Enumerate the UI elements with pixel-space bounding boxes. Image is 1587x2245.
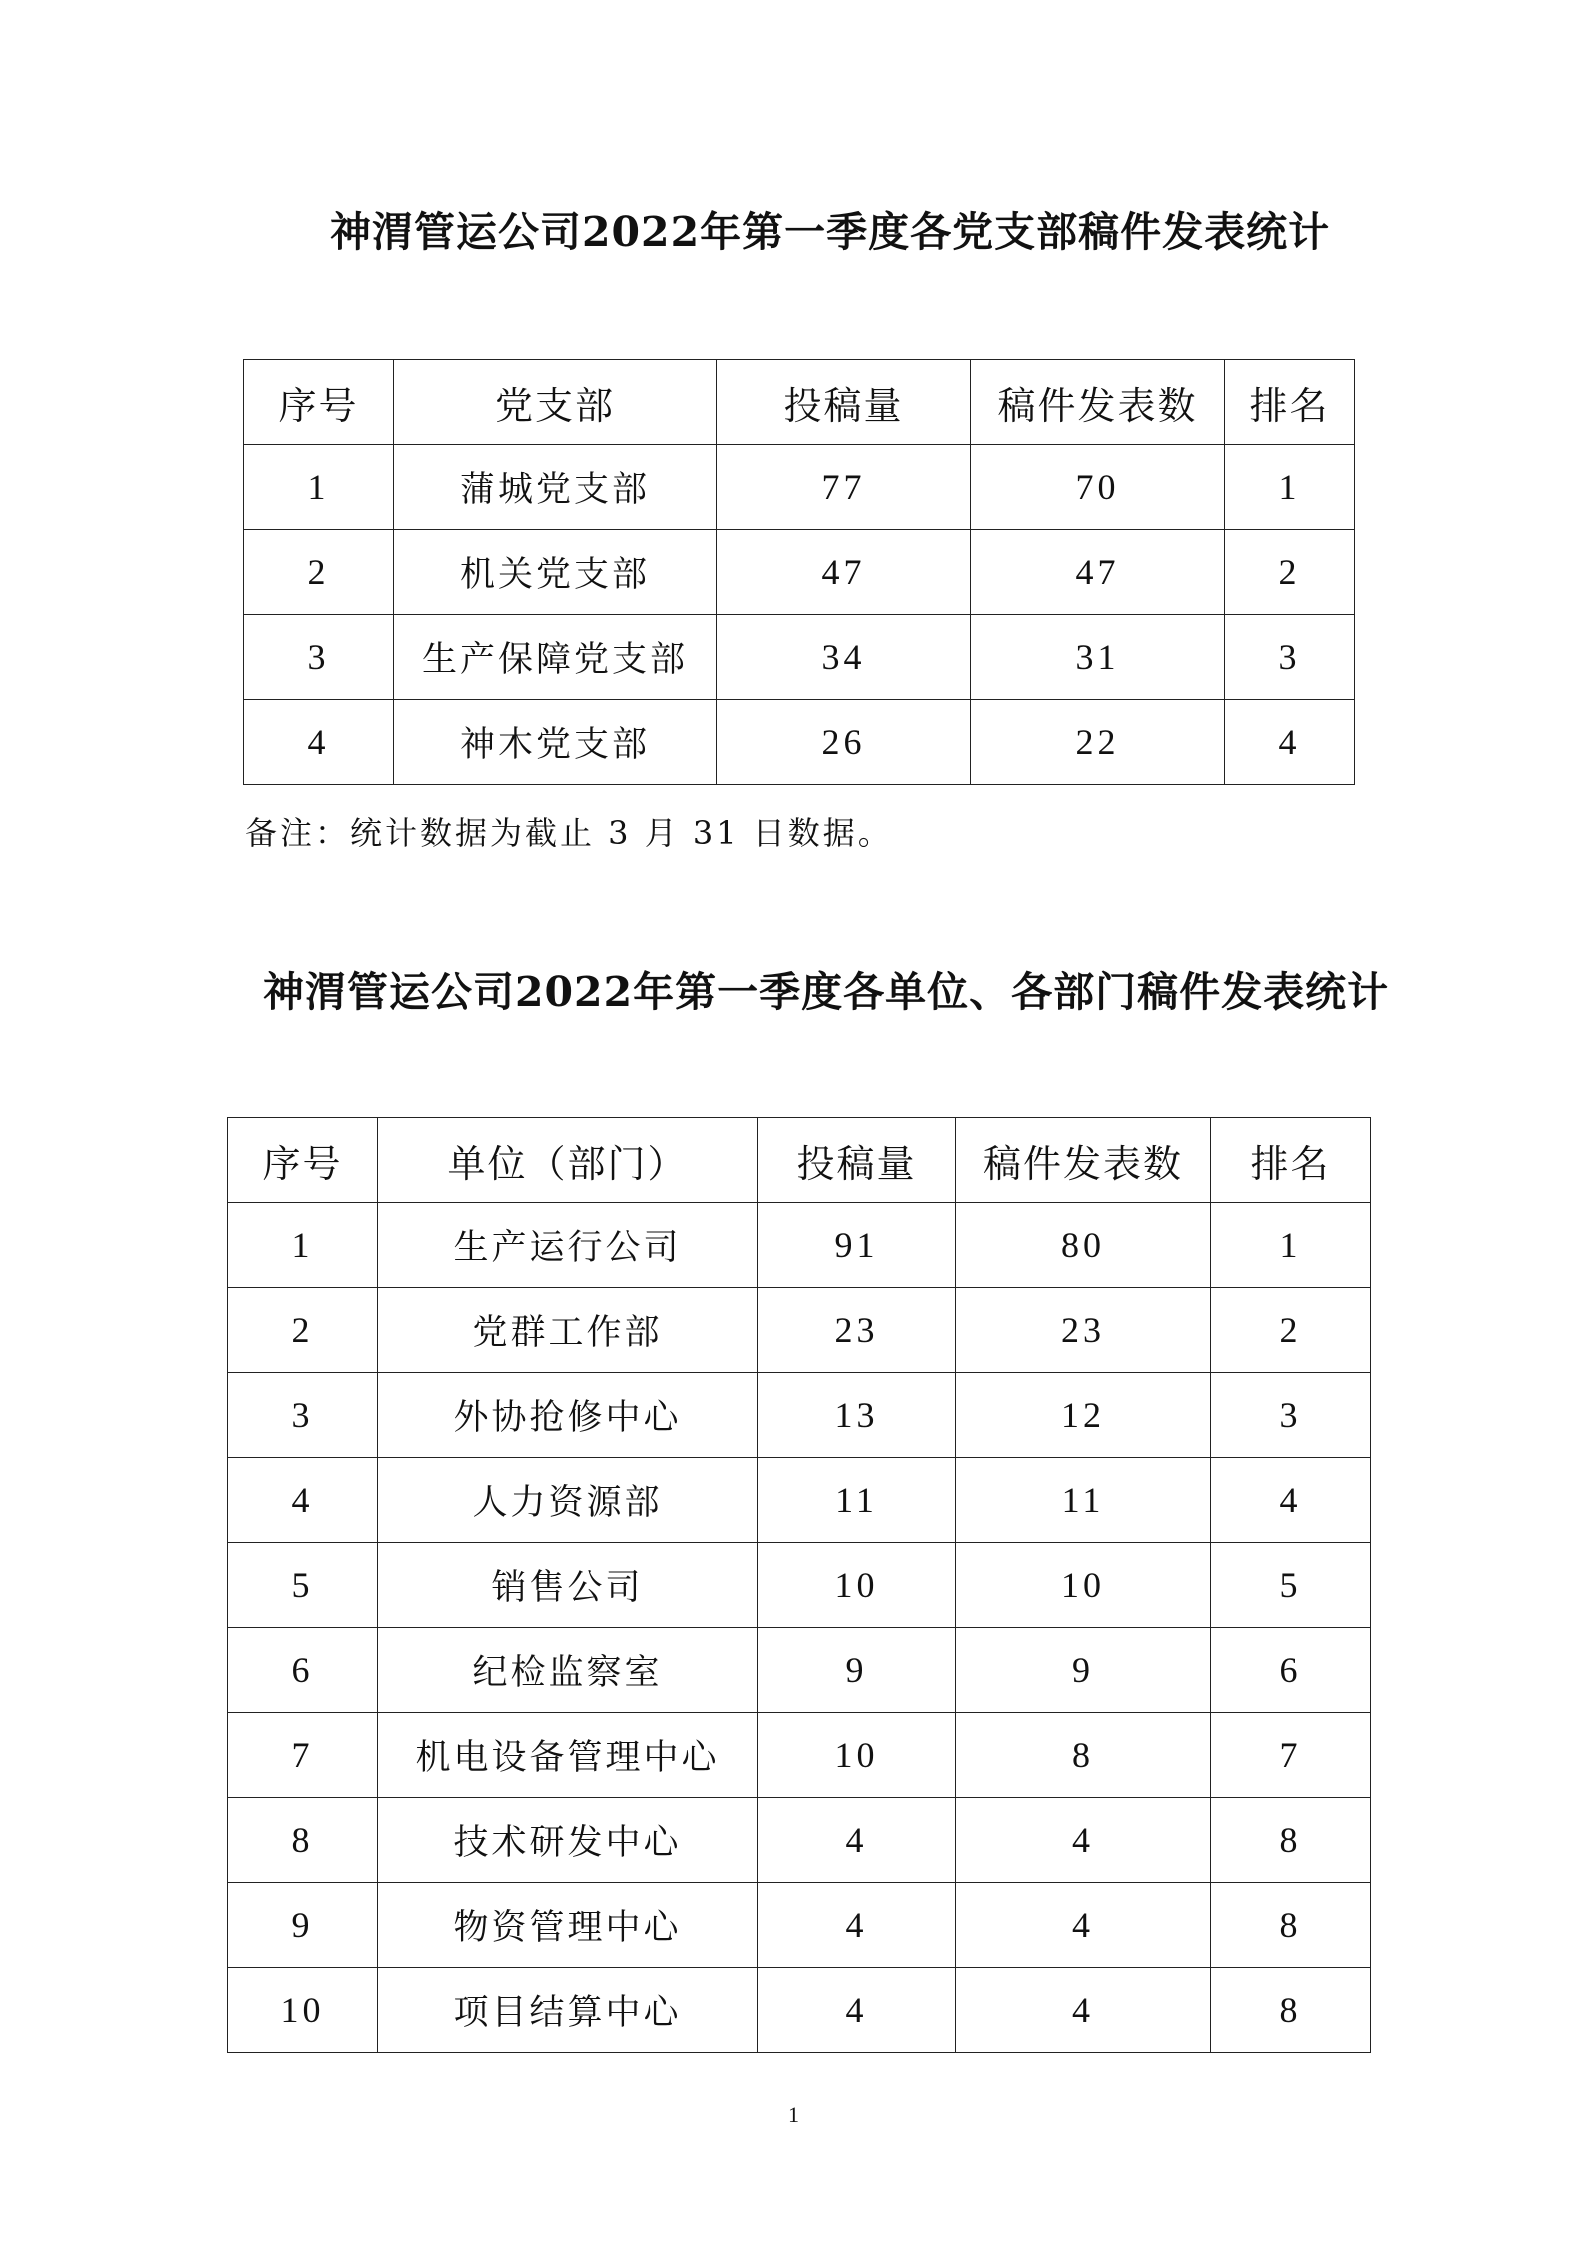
- table-row: [228, 1883, 1371, 1968]
- cell-published: 80: [956, 1203, 1211, 1288]
- table-row: [244, 700, 1355, 785]
- table-row: [228, 1798, 1371, 1883]
- cell-index: 5: [228, 1543, 378, 1628]
- cell-index: 10: [228, 1968, 378, 2053]
- cell-unit: 纪检监察室: [378, 1628, 758, 1713]
- cell-published: 47: [971, 530, 1225, 615]
- cell-unit: 销售公司: [378, 1543, 758, 1628]
- cell-unit: 人力资源部: [378, 1458, 758, 1543]
- table-row: [228, 1968, 1371, 2053]
- cell-published: 4: [956, 1968, 1211, 2053]
- cell-unit: 生产运行公司: [378, 1203, 758, 1288]
- cell-rank: 4: [1225, 700, 1355, 785]
- cell-submissions: 47: [717, 530, 971, 615]
- cell-unit: 项目结算中心: [378, 1968, 758, 2053]
- cell-submissions: 34: [717, 615, 971, 700]
- branch-statistics-table: [243, 359, 1355, 785]
- cell-published: 70: [971, 445, 1225, 530]
- cell-index: 2: [228, 1288, 378, 1373]
- header-published: 稿件发表数: [956, 1118, 1211, 1203]
- table-row: [228, 1288, 1371, 1373]
- table-row: [228, 1543, 1371, 1628]
- cell-unit: 机电设备管理中心: [378, 1713, 758, 1798]
- cell-submissions: 91: [758, 1203, 956, 1288]
- cell-rank: 8: [1211, 1968, 1371, 2053]
- table-row: [228, 1373, 1371, 1458]
- table-row: [244, 615, 1355, 700]
- table-row: [228, 1628, 1371, 1713]
- cell-submissions: 77: [717, 445, 971, 530]
- cell-rank: 4: [1211, 1458, 1371, 1543]
- cell-index: 7: [228, 1713, 378, 1798]
- header-branch: 党支部: [394, 360, 717, 445]
- cell-branch: 机关党支部: [394, 530, 717, 615]
- cell-branch: 生产保障党支部: [394, 615, 717, 700]
- cell-published: 11: [956, 1458, 1211, 1543]
- cell-rank: 2: [1225, 530, 1355, 615]
- table-row: [228, 1458, 1371, 1543]
- cell-index: 4: [244, 700, 394, 785]
- cell-published: 9: [956, 1628, 1211, 1713]
- cell-published: 12: [956, 1373, 1211, 1458]
- table-row: [244, 445, 1355, 530]
- cell-published: 31: [971, 615, 1225, 700]
- header-published: 稿件发表数: [971, 360, 1225, 445]
- cell-rank: 1: [1225, 445, 1355, 530]
- table-1-note: 备注：统计数据为截止 3 月 31 日数据。: [245, 814, 893, 852]
- table-header-row: [244, 360, 1355, 445]
- cell-index: 3: [228, 1373, 378, 1458]
- cell-index: 1: [228, 1203, 378, 1288]
- cell-submissions: 23: [758, 1288, 956, 1373]
- cell-unit: 物资管理中心: [378, 1883, 758, 1968]
- cell-published: 10: [956, 1543, 1211, 1628]
- table-2-title: 神渭管运公司2022年第一季度各单位、各部门稿件发表统计: [263, 968, 1390, 1016]
- cell-rank: 1: [1211, 1203, 1371, 1288]
- header-rank: 排名: [1211, 1118, 1371, 1203]
- cell-index: 4: [228, 1458, 378, 1543]
- table-1-title: 神渭管运公司2022年第一季度各党支部稿件发表统计: [330, 208, 1331, 256]
- cell-submissions: 11: [758, 1458, 956, 1543]
- cell-rank: 3: [1225, 615, 1355, 700]
- cell-index: 2: [244, 530, 394, 615]
- cell-submissions: 4: [758, 1798, 956, 1883]
- cell-submissions: 4: [758, 1968, 956, 2053]
- header-unit: 单位（部门）: [378, 1118, 758, 1203]
- cell-rank: 2: [1211, 1288, 1371, 1373]
- cell-published: 4: [956, 1798, 1211, 1883]
- cell-rank: 3: [1211, 1373, 1371, 1458]
- cell-submissions: 9: [758, 1628, 956, 1713]
- cell-published: 4: [956, 1883, 1211, 1968]
- header-submissions: 投稿量: [758, 1118, 956, 1203]
- cell-submissions: 4: [758, 1883, 956, 1968]
- cell-index: 6: [228, 1628, 378, 1713]
- cell-index: 9: [228, 1883, 378, 1968]
- header-index: 序号: [244, 360, 394, 445]
- cell-published: 23: [956, 1288, 1211, 1373]
- header-submissions: 投稿量: [717, 360, 971, 445]
- cell-rank: 6: [1211, 1628, 1371, 1713]
- table-row: [228, 1203, 1371, 1288]
- unit-statistics-table: [227, 1117, 1371, 2053]
- cell-rank: 8: [1211, 1798, 1371, 1883]
- cell-index: 3: [244, 615, 394, 700]
- cell-branch: 神木党支部: [394, 700, 717, 785]
- cell-published: 8: [956, 1713, 1211, 1798]
- cell-published: 22: [971, 700, 1225, 785]
- header-index: 序号: [228, 1118, 378, 1203]
- cell-unit: 技术研发中心: [378, 1798, 758, 1883]
- page-number: 1: [788, 2102, 799, 2127]
- cell-submissions: 13: [758, 1373, 956, 1458]
- cell-rank: 7: [1211, 1713, 1371, 1798]
- cell-rank: 5: [1211, 1543, 1371, 1628]
- cell-submissions: 10: [758, 1543, 956, 1628]
- table-header-row: [228, 1118, 1371, 1203]
- cell-submissions: 26: [717, 700, 971, 785]
- cell-index: 1: [244, 445, 394, 530]
- table-row: [244, 530, 1355, 615]
- table-row: [228, 1713, 1371, 1798]
- cell-unit: 党群工作部: [378, 1288, 758, 1373]
- cell-branch: 蒲城党支部: [394, 445, 717, 530]
- cell-submissions: 10: [758, 1713, 956, 1798]
- header-rank: 排名: [1225, 360, 1355, 445]
- cell-unit: 外协抢修中心: [378, 1373, 758, 1458]
- cell-rank: 8: [1211, 1883, 1371, 1968]
- cell-index: 8: [228, 1798, 378, 1883]
